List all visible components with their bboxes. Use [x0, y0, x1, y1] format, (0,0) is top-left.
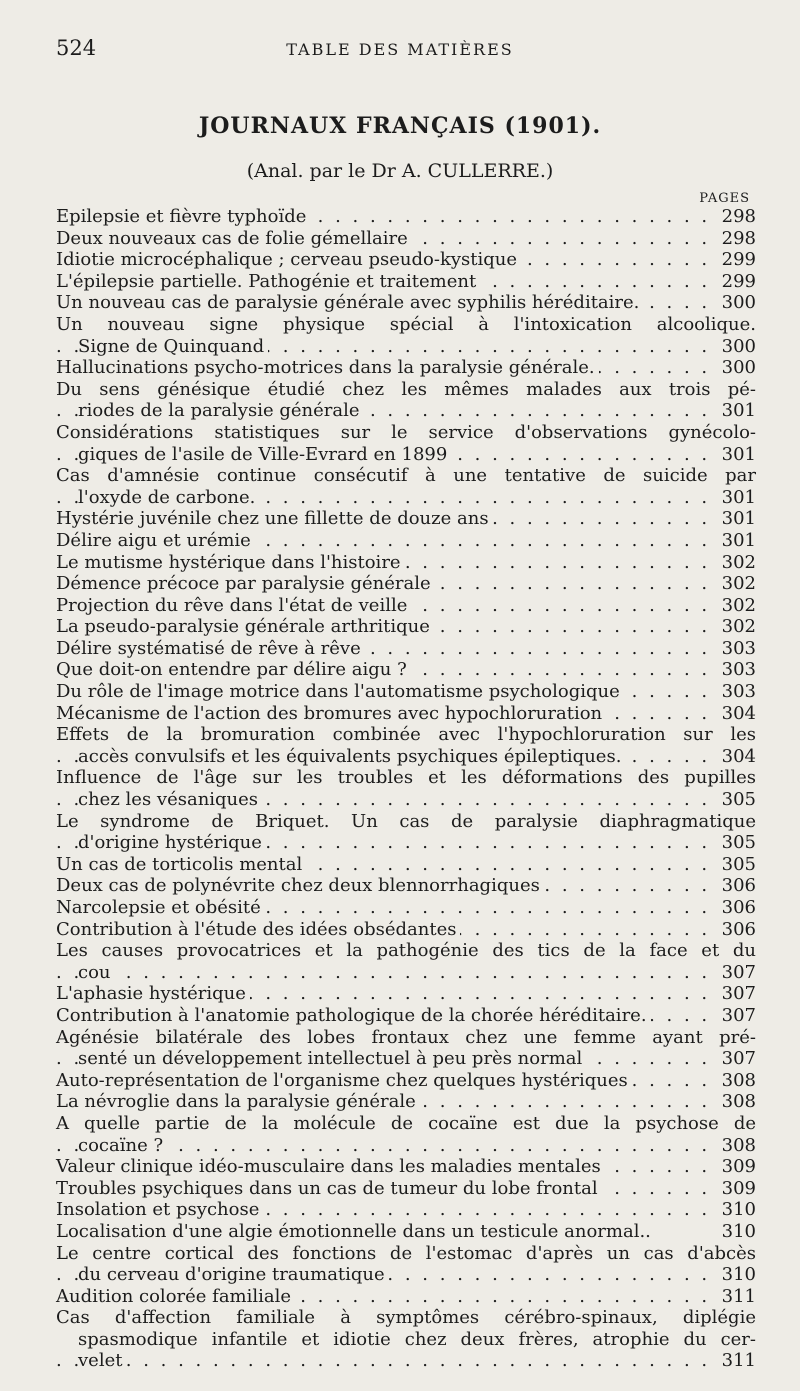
toc-entry [56, 811, 756, 833]
section-subtitle: (Anal. par le Dr A. CULLERRE.) [246, 160, 554, 182]
running-title: TABLE DES MATIÈRES [286, 40, 514, 59]
toc-entry-page: 300 [718, 292, 756, 314]
toc-entry-page: 306 [718, 919, 756, 941]
toc-entry-page: 303 [718, 659, 756, 681]
toc-entry-text: Un nouveau signe physique spécial à l'intoxication alcoolique. [56, 313, 756, 335]
toc-entry-page: 307 [718, 983, 756, 1005]
toc-entry-text: giques de l'asile de Ville-Evrard en 1899 [78, 444, 451, 465]
section-title: JOURNAUX FRANÇAIS (1901). [198, 113, 602, 139]
toc-entry-text: velet [78, 1350, 126, 1371]
toc-entry-page: 301 [718, 530, 756, 552]
toc-entry-page: 305 [718, 789, 756, 811]
toc-entry [56, 789, 756, 811]
toc-entry-text: Agénésie bilatérale des lobes frontaux chez une femme ayant pré- [56, 1026, 756, 1048]
toc-entry-page: 306 [718, 897, 756, 919]
toc-entry-page: 305 [718, 832, 756, 854]
toc-entry [56, 659, 756, 681]
toc-entry [56, 724, 756, 746]
toc-entry [56, 314, 756, 336]
toc-entry-text: Narcolepsie et obésité [56, 897, 265, 918]
toc-entry-text: Le centre cortical des fonctions de l'estomac d'après un cas d'abcès [56, 1242, 756, 1264]
toc-entry-text: Insolation et psychose [56, 1199, 263, 1220]
toc-entry [56, 1286, 756, 1308]
toc-entry-text: Audition colorée familiale [56, 1286, 295, 1307]
toc-entry [56, 271, 756, 293]
toc-entry-text: l'oxyde de carbone. [78, 487, 259, 508]
toc-entry-page: 301 [718, 508, 756, 530]
toc-entry-text: L'épilepsie partielle. Pathogénie et traitement [56, 271, 480, 292]
toc-entry-page: 304 [718, 746, 756, 768]
toc-entry [56, 1243, 756, 1265]
toc-entry-page: 298 [718, 206, 756, 228]
toc-entry [56, 1178, 756, 1200]
toc-entry-text: Mécanisme de l'action des bromures avec hypochloruration [56, 703, 606, 724]
toc-entry-page: 307 [718, 1005, 756, 1027]
toc-entry [56, 249, 756, 271]
toc-entry-text: accès convulsifs et les équivalents psychiques épileptiques. [78, 746, 625, 767]
toc-entry-page: 301 [718, 487, 756, 509]
toc-entry-page: 309 [718, 1178, 756, 1200]
toc-entry [56, 228, 756, 250]
toc-entry-page: 300 [718, 336, 756, 358]
toc-entry [56, 444, 756, 466]
toc-entry [56, 919, 756, 941]
toc-entry-text: d'origine hystérique [78, 832, 266, 853]
toc-entry-page: 308 [718, 1091, 756, 1113]
toc-entry-text: A quelle partie de la molécule de cocaïne est due la psychose de [56, 1112, 756, 1134]
toc-entry [56, 1156, 756, 1178]
toc-entry [56, 681, 756, 703]
toc-entry-text: Les causes provocatrices et la pathogénie des tics de la face et du [56, 940, 756, 962]
toc-entry [56, 1048, 756, 1070]
toc-entry-text: Du sens génésique étudié chez les mêmes malades aux trois pé- [56, 378, 756, 400]
toc-entry [56, 1005, 756, 1027]
toc-entry [56, 1135, 756, 1157]
toc-entry [56, 530, 756, 552]
toc-entry-text: Deux cas de polynévrite chez deux blennorrhagiques [56, 875, 544, 896]
toc-entry-page: 303 [718, 681, 756, 703]
pages-column-header: PAGES [699, 191, 750, 206]
toc-entry-page: 308 [718, 1135, 756, 1157]
toc-entry [56, 962, 756, 984]
toc-entry [56, 767, 756, 789]
toc-entry [56, 1113, 756, 1135]
toc-entry-text: Le mutisme hystérique dans l'histoire [56, 552, 405, 573]
toc-entry-page: 305 [718, 854, 756, 876]
toc-entry [56, 206, 756, 228]
toc-entry-text: Localisation d'une algie émotionnelle dans un testicule anormal.. [56, 1220, 651, 1242]
toc-entry-text: Contribution à l'anatomie pathologique de la chorée héréditaire. [56, 1005, 651, 1026]
toc-entry-page: 311 [718, 1350, 756, 1372]
toc-entry-page: 309 [718, 1156, 756, 1178]
toc-entry-text: du cerveau d'origine traumatique [78, 1264, 389, 1285]
toc-entry [56, 703, 756, 725]
toc-entry-text: Le syndrome de Briquet. Un cas de paralysie diaphragmatique [56, 810, 756, 832]
toc-entry-text: La névroglie dans la paralysie générale [56, 1091, 420, 1112]
toc-entry [56, 832, 756, 854]
toc-entry-text: L'aphasie hystérique [56, 983, 250, 1004]
toc-entry [56, 1070, 756, 1092]
toc-entry-text: senté un développement intellectuel à peu près normal [78, 1048, 586, 1069]
toc-entry [56, 1350, 756, 1372]
toc-entry-text: riodes de la paralysie générale [78, 400, 364, 421]
toc-entry-page: 304 [718, 703, 756, 725]
toc-entry [56, 875, 756, 897]
toc-entry [56, 1199, 756, 1221]
toc-entry [56, 552, 756, 574]
toc-entry-page: 301 [718, 400, 756, 422]
running-head [56, 36, 744, 66]
toc-entry-text: Signe de Quinquand [78, 336, 268, 357]
toc-entry-page: 307 [718, 1048, 756, 1070]
table-of-contents [56, 206, 756, 1372]
toc-entry-text: chez les vésaniques [78, 789, 262, 810]
toc-entry [56, 1264, 756, 1286]
toc-entry [56, 1091, 756, 1113]
toc-entry-page: 311 [718, 1286, 756, 1308]
toc-entry [56, 1221, 756, 1243]
toc-entry-page: 310 [718, 1264, 756, 1286]
toc-entry [56, 336, 756, 358]
toc-entry-page: 302 [718, 552, 756, 574]
toc-entry [56, 746, 756, 768]
toc-entry [56, 595, 756, 617]
toc-entry [56, 897, 756, 919]
toc-entry-text: Auto-représentation de l'organisme chez quelques hystériques [56, 1070, 632, 1091]
toc-entry-page: 299 [718, 249, 756, 271]
toc-entry-text: Un cas de torticolis mental [56, 854, 306, 875]
toc-entry-text: Que doit-on entendre par délire aigu ? [56, 659, 411, 680]
toc-entry-page: 299 [718, 271, 756, 293]
toc-entry-text: Un nouveau cas de paralysie générale avec syphilis héréditaire. [56, 292, 643, 313]
toc-entry-page: 298 [718, 228, 756, 250]
toc-entry [56, 379, 756, 401]
toc-entry-text: Troubles psychiques dans un cas de tumeur du lobe frontal [56, 1178, 602, 1199]
toc-entry [56, 638, 756, 660]
toc-entry-text: Contribution à l'étude des idées obsédantes [56, 919, 460, 940]
toc-entry-page: 302 [718, 573, 756, 595]
toc-entry [56, 487, 756, 509]
toc-entry-text: Epilepsie et fièvre typhoïde [56, 206, 310, 227]
toc-entry [56, 357, 756, 379]
toc-entry-page: 306 [718, 875, 756, 897]
toc-entry-page: 301 [718, 444, 756, 466]
toc-entry-page: 307 [718, 962, 756, 984]
toc-entry-text: Cas d'affection familiale à symptômes cérébro-spinaux, diplégie [56, 1307, 756, 1329]
toc-entry-text: Effets de la bromuration combinée avec l'hypochloruration sur les [56, 724, 756, 746]
toc-entry-text: Délire aigu et urémie [56, 530, 255, 551]
toc-entry-text: cou [78, 962, 115, 983]
toc-entry [56, 1329, 756, 1351]
toc-entry [56, 508, 756, 530]
toc-entry [56, 400, 756, 422]
toc-entry-page: 303 [718, 638, 756, 660]
toc-entry-text: Influence de l'âge sur les troubles et les déformations des pupilles [56, 767, 756, 789]
toc-entry [56, 854, 756, 876]
toc-entry-page: 310 [718, 1199, 756, 1221]
toc-entry-text: Cas d'amnésie continue consécutif à une tentative de suicide par [56, 465, 756, 487]
toc-entry-page: 308 [718, 1070, 756, 1092]
page-number: 524 [56, 36, 97, 60]
toc-entry [56, 1027, 756, 1049]
toc-entry-page: 302 [718, 595, 756, 617]
toc-entry-text: Deux nouveaux cas de folie gémellaire [56, 228, 412, 249]
toc-entry [56, 292, 756, 314]
toc-entry-text: Démence précoce par paralysie générale [56, 573, 435, 594]
toc-entry-text: cocaïne ? [78, 1135, 167, 1156]
toc-entry [56, 573, 756, 595]
toc-entry [56, 616, 756, 638]
toc-entry-text: Idiotie microcéphalique ; cerveau pseudo-kystique [56, 249, 521, 270]
toc-entry-text: Hystérie juvénile chez une fillette de douze ans [56, 508, 493, 529]
toc-entry-text: La pseudo-paralysie générale arthritique [56, 616, 434, 637]
toc-entry-page: 302 [718, 616, 756, 638]
toc-entry-text: spasmodique infantile et idiotie chez deux frères, atrophie du cer- [78, 1328, 756, 1350]
toc-entry [56, 1307, 756, 1329]
toc-entry-text: Projection du rêve dans l'état de veille [56, 595, 411, 616]
toc-entry-text: Considérations statistiques sur le service d'observations gynécolo- [56, 421, 756, 443]
toc-entry-page: 310 [718, 1221, 756, 1243]
toc-entry-text: Valeur clinique idéo-musculaire dans les maladies mentales [56, 1156, 605, 1177]
toc-entry [56, 983, 756, 1005]
toc-entry-text: Hallucinations psycho-motrices dans la paralysie générale. [56, 357, 599, 378]
toc-entry-text: Du rôle de l'image motrice dans l'automatisme psychologique [56, 681, 624, 702]
toc-entry [56, 422, 756, 444]
toc-entry [56, 940, 756, 962]
toc-entry [56, 465, 756, 487]
toc-entry-page: 300 [718, 357, 756, 379]
toc-entry-text: Délire systématisé de rêve à rêve [56, 638, 365, 659]
